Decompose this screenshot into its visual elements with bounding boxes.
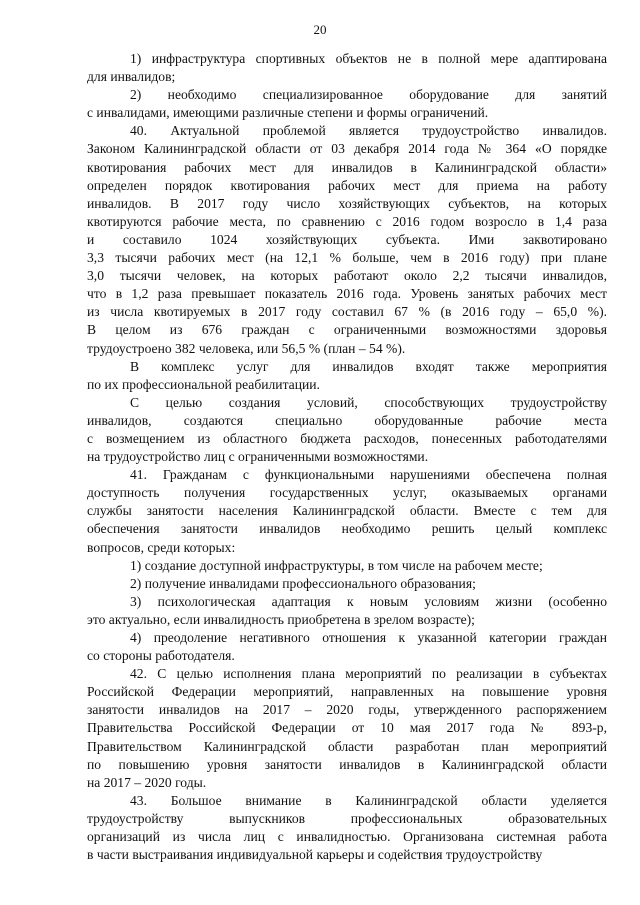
text-line: трудоустройству выпускников профессиональных образовательных: [87, 810, 607, 826]
text-line: 42. С целью исполнения плана мероприятий по реализации в субъектах: [130, 666, 607, 682]
text-line: на трудоустройство лиц с ограниченными возможностями.: [87, 449, 429, 465]
text-line: вопросов, среди которых:: [87, 539, 236, 555]
text-line: и составило 1024 хозяйствующих субъекта. Ими заквотировано: [87, 231, 607, 247]
paragraph: [87, 593, 607, 629]
text-line: доступность получения государственных услуг, оказываемых органами: [87, 485, 607, 501]
text-line: со стороны работодателя.: [87, 648, 235, 664]
text-line: организаций из числа лиц с инвалидностью. Организована системная работа: [87, 829, 607, 845]
text-line: инвалидов. В 2017 году число хозяйствующих субъектов, на которых: [87, 195, 607, 211]
paragraph: [87, 466, 607, 556]
text-line: обеспечения занятости инвалидов необходимо решить целый комплекс: [87, 521, 607, 537]
text-line: 2) получение инвалидами профессионального образования;: [130, 575, 476, 591]
text-line: по их профессиональной реабилитации.: [87, 376, 320, 392]
text-line: С целью создания условий, способствующих трудоустройству: [130, 394, 607, 410]
text-line: Российской Федерации мероприятий, направленных на повышение уровня: [87, 684, 607, 700]
text-line: службы занятости населения Калининградской области. Вместе с тем для: [87, 503, 607, 519]
document-body: [87, 50, 607, 864]
paragraph: [87, 358, 607, 394]
text-line: Законом Калининградской области от 03 декабря 2014 года № 364 «О порядке: [87, 141, 607, 157]
paragraph: [87, 629, 607, 665]
paragraph: [87, 122, 607, 357]
text-line: это актуально, если инвалидность приобретена в зрелом возрасте);: [87, 611, 475, 627]
text-line: Правительства Российской Федерации от 10 мая 2017 года № 893-р,: [87, 720, 607, 736]
text-line: с инвалидами, имеющими различные степени и формы ограничений.: [87, 105, 489, 121]
paragraph: [87, 792, 607, 864]
text-line: квотирования рабочих мест для инвалидов в Калининградской области»: [87, 159, 607, 175]
text-line: Правительством Калининградской области разработан план мероприятий: [87, 738, 607, 754]
text-line: по повышению уровня занятости инвалидов в Калининградской области: [87, 756, 607, 772]
text-line: занятости инвалидов на 2017 – 2020 годы, утвержденного распоряжением: [87, 702, 607, 718]
text-line: 4) преодоление негативного отношения к указанной категории граждан: [130, 630, 607, 645]
paragraph: [87, 575, 607, 593]
text-line: из числа квотируемых в 2017 году составил 67 % (в 2016 году – 65,0 %).: [87, 304, 607, 320]
text-line: в части выстраивания индивидуальной карьеры и содействия трудоустройству: [87, 847, 543, 863]
text-line: что в 1,2 раза превышает показатель 2016 года. Уровень занятых рабочих мест: [87, 286, 607, 302]
text-line: 43. Большое внимание в Калининградской области уделяется: [130, 792, 607, 808]
paragraph: [87, 394, 607, 466]
paragraph: [87, 665, 607, 792]
text-line: с возмещением из областного бюджета расходов, понесенных работодателями: [87, 430, 607, 446]
text-line: 40. Актуальной проблемой является трудоустройство инвалидов.: [130, 123, 607, 139]
text-line: 3) психологическая адаптация к новым условиям жизни (особенно: [130, 593, 607, 609]
text-line: 3,3 тысячи рабочих мест (на 12,1 % больше, чем в 2016 году) при плане: [87, 250, 607, 266]
text-line: В комплекс услуг для инвалидов входят также мероприятия: [130, 358, 607, 374]
text-line: инвалидов, создаются специально оборудованные рабочие места: [87, 412, 607, 428]
text-line: квотируются рабочие места, по сравнению с 2016 годом возросло в 1,4 раза: [87, 213, 607, 229]
paragraph: [87, 86, 607, 122]
text-line: В целом из 676 граждан с ограниченными возможностями здоровья: [87, 322, 607, 338]
text-line: на 2017 – 2020 годы.: [87, 774, 207, 790]
page-number: 20: [313, 22, 327, 37]
text-line: 3,0 тысячи человек, на которых работают около 2,2 тысячи инвалидов,: [87, 268, 607, 284]
text-line: 1) инфраструктура спортивных объектов не в полной мере адаптирована: [130, 51, 607, 66]
text-line: 1) создание доступной инфраструктуры, в том числе на рабочем месте;: [130, 557, 543, 573]
paragraph: [87, 557, 607, 575]
text-line: 41. Гражданам с функциональными нарушениями обеспечена полная: [130, 467, 607, 483]
text-line: для инвалидов;: [87, 69, 176, 85]
text-line: определен порядок квотирования рабочих мест для приема на работу: [87, 177, 607, 193]
text-line: трудоустроено 382 человека, или 56,5 % (план – 54 %).: [87, 340, 406, 356]
paragraph: [87, 50, 607, 86]
text-line: 2) необходимо специализированное оборудование для занятий: [130, 87, 607, 103]
